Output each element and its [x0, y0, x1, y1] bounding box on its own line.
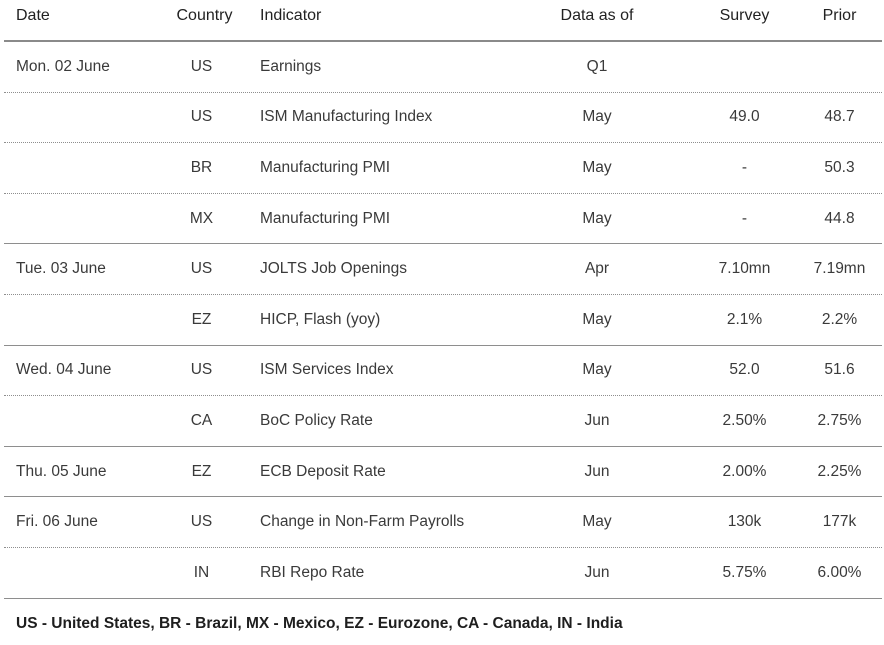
cell-prior: 7.19mn [813, 260, 866, 278]
cell-survey: 2.00% [722, 462, 767, 480]
cell-country: CA [190, 411, 213, 429]
cell-prior: 177k [822, 513, 857, 531]
cell-country: US [190, 57, 213, 75]
cell-prior: 48.7 [824, 108, 855, 126]
cell-data-as-of: May [582, 158, 612, 176]
cell-survey: 130k [727, 513, 762, 531]
cell-data-as-of: May [582, 361, 612, 379]
cell-country: US [190, 513, 213, 531]
cell-country: EZ [191, 310, 212, 328]
cell-prior: 2.2% [821, 310, 858, 328]
table-row [4, 93, 882, 144]
calendar-table [4, 0, 882, 599]
cell-data-as-of: Apr [584, 260, 610, 278]
cell-survey: 7.10mn [718, 260, 771, 278]
cell-data-as-of: May [582, 209, 612, 227]
header-data-as-of: Data as of [560, 7, 634, 24]
cell-indicator: BoC Policy Rate [260, 411, 373, 429]
cell-data-as-of: Q1 [586, 57, 608, 75]
cell-prior: 2.25% [817, 462, 862, 480]
cell-country: US [190, 361, 213, 379]
cell-survey: - [741, 158, 748, 176]
cell-data-as-of: Jun [584, 411, 610, 429]
table-row [4, 497, 882, 548]
cell-indicator: Earnings [260, 57, 322, 75]
cell-country: IN [193, 563, 210, 581]
cell-prior: 51.6 [824, 361, 855, 379]
cell-prior: 50.3 [824, 158, 855, 176]
table-row [4, 447, 882, 498]
table-row [4, 244, 882, 295]
cell-survey: 5.75% [722, 563, 767, 581]
cell-data-as-of: Jun [584, 462, 610, 480]
cell-indicator: ISM Services Index [260, 361, 394, 379]
header-indicator: Indicator [260, 7, 322, 24]
cell-country: EZ [191, 462, 212, 480]
cell-indicator: ECB Deposit Rate [260, 462, 386, 480]
cell-date: Mon. 02 June [16, 57, 110, 75]
table-header [4, 0, 882, 42]
table-row [4, 143, 882, 194]
cell-indicator: Manufacturing PMI [260, 158, 391, 176]
table-row [4, 346, 882, 397]
cell-indicator: HICP, Flash (yoy) [260, 310, 381, 328]
cell-survey: - [741, 209, 748, 227]
cell-country: MX [189, 209, 214, 227]
cell-country: BR [190, 158, 213, 176]
table-row [4, 548, 882, 599]
cell-survey: 2.50% [722, 411, 767, 429]
table-row [4, 295, 882, 346]
header-prior: Prior [822, 7, 857, 24]
cell-data-as-of: May [582, 108, 612, 126]
cell-date: Thu. 05 June [16, 462, 107, 480]
cell-prior: 2.75% [817, 411, 862, 429]
header-date: Date [16, 7, 50, 24]
table-row [4, 396, 882, 447]
cell-country: US [190, 260, 213, 278]
cell-indicator: RBI Repo Rate [260, 563, 365, 581]
cell-date: Tue. 03 June [16, 260, 106, 278]
cell-indicator: Change in Non-Farm Payrolls [260, 513, 465, 531]
cell-country: US [190, 108, 213, 126]
cell-indicator: JOLTS Job Openings [260, 260, 408, 278]
cell-data-as-of: May [582, 310, 612, 328]
cell-data-as-of: May [582, 513, 612, 531]
cell-survey: 52.0 [729, 361, 760, 379]
cell-prior: 44.8 [824, 209, 855, 227]
cell-indicator: ISM Manufacturing Index [260, 108, 433, 126]
cell-prior: 6.00% [817, 563, 862, 581]
header-country: Country [176, 7, 233, 24]
cell-date: Wed. 04 June [16, 361, 112, 379]
header-survey: Survey [719, 7, 770, 24]
cell-survey: 49.0 [729, 108, 760, 126]
cell-date: Fri. 06 June [16, 513, 98, 531]
table-row [4, 194, 882, 245]
table-row [4, 42, 882, 93]
country-code-legend: US - United States, BR - Brazil, MX - Mexico, EZ - Eurozone, CA - Canada, IN - India [16, 615, 623, 632]
cell-survey: 2.1% [726, 310, 763, 328]
cell-data-as-of: Jun [584, 563, 610, 581]
cell-indicator: Manufacturing PMI [260, 209, 391, 227]
